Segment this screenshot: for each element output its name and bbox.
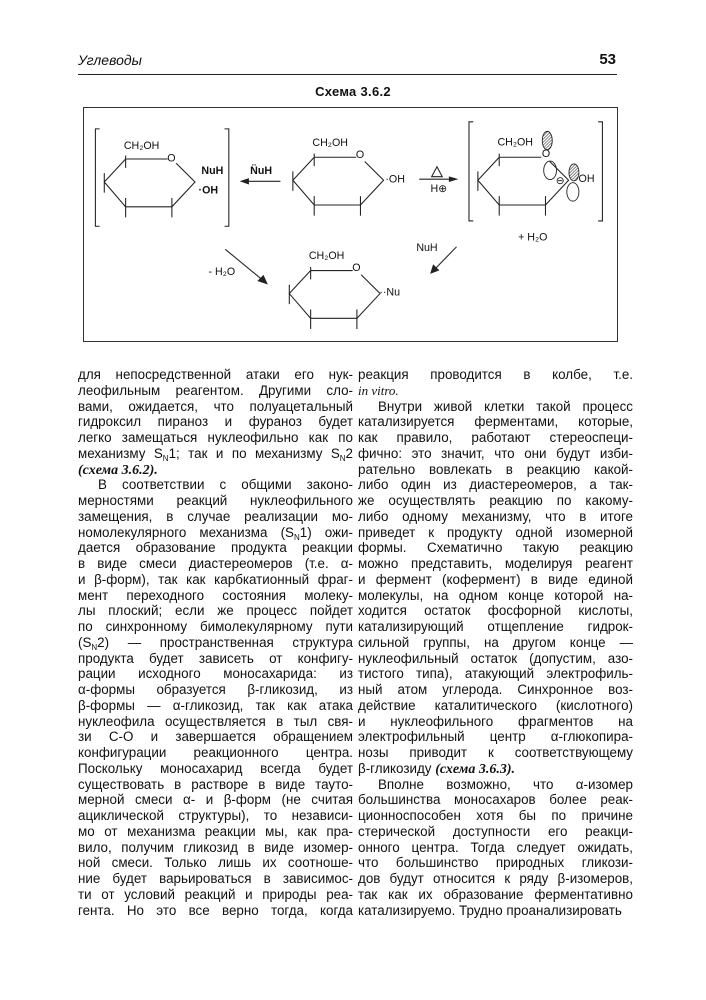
- ch2oh-label: CH₂OH: [312, 137, 348, 150]
- subscript: N: [339, 453, 346, 463]
- text-line: в виде смеси диастереомеров (т.е. α-: [78, 556, 353, 571]
- text-line: продукта будет зависеть от конфигу-: [78, 650, 353, 666]
- italic-reference: (схема 3.6.3).: [435, 761, 516, 777]
- bracket-right-open: [469, 122, 473, 221]
- text-line: ходится остаток фосфорной кислоты,: [358, 603, 633, 619]
- text-line: [358, 761, 633, 777]
- bracket-right-close: [598, 122, 602, 221]
- text-line: ние будет варьироваться в зависимос-: [78, 871, 353, 886]
- text-line: α-формы образуется β-гликозид, из: [78, 682, 353, 697]
- text-line: мерной смеси α- и β-форм (не считая: [78, 792, 353, 808]
- text-segment: механизму S: [78, 445, 163, 461]
- text-line: конфигурации реакционного центра.: [78, 745, 353, 760]
- text-line: можно представить, моделируя реагент: [358, 556, 633, 571]
- text-segment: номолекулярного механизма (S: [78, 524, 294, 540]
- text-line: катализируется ферментами, которые,: [358, 414, 633, 430]
- text-line: рации исходного моносахарида: из: [78, 666, 353, 682]
- text-line: ционноспособен хотя бы по причине: [358, 808, 633, 823]
- orbital-lobe-c-top: [569, 164, 579, 181]
- text-line: для непосредственной атаки его нук-: [78, 367, 353, 382]
- text-line: Поскольку моносахарид всегда будет: [78, 760, 353, 776]
- text-line: и фермент (кофермент) в виде единой: [358, 571, 633, 587]
- text-segment: β-гликозиду: [358, 760, 436, 776]
- text-line: онного центра. Тогда следует ожидать,: [358, 839, 633, 855]
- text-segment: (S: [78, 634, 92, 650]
- ch2oh-label: CH₂OH: [497, 136, 533, 149]
- ch2oh-label: CH₂OH: [123, 140, 160, 153]
- reagent-nuh-label: N̈uH: [250, 164, 273, 177]
- text-line: существовать в растворе в виде тауто-: [78, 776, 353, 792]
- text-line: что большинство природных гликози-: [358, 855, 633, 871]
- bracket-left-close: [225, 129, 229, 226]
- header-rule: [78, 74, 617, 75]
- reaction-scheme: [83, 107, 618, 342]
- text-line: лы плоский; если же процесс пойдет: [78, 603, 353, 619]
- text-line: и β-форм), так как карбкатионный фраг-: [78, 571, 353, 587]
- text-line: приведет к продукту одной изомерной: [358, 524, 633, 540]
- page-number: 53: [599, 51, 616, 68]
- text-line: ти от условий реакций и природы реа-: [78, 886, 353, 902]
- ch2oh-label: CH₂OH: [308, 250, 345, 263]
- text-line: нуклеофила осуществляется в тыл свя-: [78, 713, 353, 729]
- subscript: N: [293, 532, 300, 542]
- text-line: [78, 525, 353, 541]
- minus-water-label: - H₂O: [208, 265, 236, 278]
- italic-reference: in vitro.: [358, 382, 399, 398]
- arrow-diag-right: [435, 247, 456, 269]
- pyranose-ring: [289, 267, 380, 329]
- text-segment: 2) — пространственная структура: [97, 634, 353, 650]
- text-line: большинства моносахаров более реак-: [358, 792, 633, 808]
- text-line: либо один из диастереомеров, а так-: [358, 477, 633, 493]
- text-line: и нуклеофильного фрагментов на: [358, 713, 633, 729]
- bracket-left-open: [95, 129, 99, 226]
- text-line: катализирующий отщепление гидрок-: [358, 619, 633, 634]
- text-segment: 1) ожи-: [299, 524, 353, 540]
- text-line: же осуществлять реакцию по какому-: [358, 493, 633, 508]
- text-line: [78, 462, 353, 478]
- ring-oxygen-label: O: [541, 148, 551, 161]
- orbital-lobe-o-bottom: [544, 161, 557, 179]
- scheme-title: Схема 3.6.2: [315, 84, 391, 99]
- text-line: β-формы — α-гликозид, так как атака: [78, 697, 353, 713]
- text-line: вами, ожидается, что полуацетальный: [78, 398, 353, 414]
- running-head-title: Углеводы: [78, 52, 142, 68]
- text-line: леофильным реагентом. Другими сло-: [78, 382, 353, 398]
- text-line: ный атом углерода. Синхронное воз-: [358, 682, 633, 697]
- ring-oxygen-label: O: [352, 261, 361, 274]
- text-line: мерностями реакций нуклеофильного: [78, 493, 353, 508]
- nuh-diag-label: NuH: [416, 242, 438, 255]
- text-line: [78, 446, 353, 462]
- text-column-left: [78, 367, 353, 918]
- pyranose-ring: [293, 154, 384, 216]
- text-line: нуклеофильный остаток (допустим, азо-: [358, 650, 633, 666]
- text-line: электрофильный центр α-глюкопира-: [358, 729, 633, 745]
- text-line: Вполне возможно, что α-изомер: [378, 776, 633, 792]
- negative-charge-label: ⊖: [555, 174, 565, 187]
- oh-label: ·OH: [385, 173, 405, 186]
- text-line: как правило, работают стереоспеци-: [358, 430, 633, 445]
- arrowhead-right: [449, 177, 456, 181]
- plus-water-label: + H₂O: [518, 231, 548, 244]
- arrowhead-left: [241, 179, 248, 184]
- text-line: [78, 635, 353, 651]
- text-line: формы. Схематично такую реакцию: [358, 540, 633, 556]
- text-line: рательно вовлекать в реакцию какой-: [358, 461, 633, 477]
- oh-label: OH: [578, 173, 595, 186]
- text-line: сильной группы, на другом конце —: [358, 634, 633, 650]
- text-line: гидроксил пираноз и фураноз будет: [78, 414, 353, 430]
- text-segment: 1; так и по механизму S: [168, 445, 340, 461]
- text-line: действие каталитического (кислотного): [358, 697, 633, 713]
- text-line: дов будут относится к ряду β-изомеров,: [358, 871, 633, 886]
- text-line: ациклической структуры), то независи-: [78, 808, 353, 823]
- pyranose-ring: [104, 155, 195, 217]
- text-line: реакция проводится в колбе, т.е.: [358, 367, 633, 382]
- text-line: легко замещаться нуклеофильно как по: [78, 430, 353, 445]
- text-line: мо от механизма реакции мы, как пра-: [78, 823, 353, 839]
- text-line: дается образование продукта реакции: [78, 540, 353, 556]
- text-line: гента. Но это все верно тогда, когда: [78, 902, 353, 918]
- heat-triangle-icon: [432, 167, 443, 177]
- nuh-label: NuH: [201, 164, 224, 177]
- oh-label: ·OH: [198, 184, 219, 197]
- text-line: молекулы, на одном конце которой на-: [358, 587, 633, 603]
- subscript: N: [162, 453, 169, 463]
- ring-oxygen-label: O: [355, 148, 365, 161]
- ring-oxygen-label: O: [167, 152, 176, 165]
- text-line: стерической доступности его реакци-: [358, 823, 633, 839]
- text-line: катализируемо. Трудно проанализировать: [358, 902, 622, 918]
- text-line: вило, получим гликозид в виде изомер-: [78, 839, 353, 855]
- text-column-right: [358, 367, 633, 918]
- text-segment: 2: [345, 445, 353, 461]
- text-line: мент переходного состояния молеку-: [78, 587, 353, 603]
- text-line: Внутри живой клетки такой процесс: [378, 398, 633, 414]
- subscript: N: [91, 642, 98, 652]
- text-line: фично: это значит, что они будут изби-: [358, 445, 633, 461]
- reaction-scheme-drawing: [84, 108, 617, 341]
- nu-label: ··Nu: [379, 286, 401, 299]
- pyranose-ring: [478, 154, 569, 216]
- text-line: по синхронному бимолекулярному пути: [78, 619, 353, 634]
- text-line: зи С-О и завершается обращением: [78, 729, 353, 745]
- italic-reference: (схема 3.6.2).: [78, 462, 158, 478]
- text-line: либо одному механизму, что в итоге: [358, 508, 633, 524]
- text-line: В соответствии с общими законо-: [98, 477, 353, 493]
- text-line: замещения, в случае реализации мо-: [78, 508, 353, 524]
- text-line: тистого типа), атакующий электрофиль-: [358, 666, 633, 682]
- acid-catalyst-label: H⊕: [430, 182, 448, 195]
- text-line: так как их образование ферментативно: [358, 886, 633, 902]
- orbital-lobe-o-top: [542, 131, 552, 149]
- orbital-lobe-c-bottom: [567, 183, 579, 201]
- text-line: [358, 383, 633, 399]
- text-line: нозы приводит к соответствующему: [358, 745, 633, 760]
- text-line: ной смеси. Только лишь их соотноше-: [78, 855, 353, 871]
